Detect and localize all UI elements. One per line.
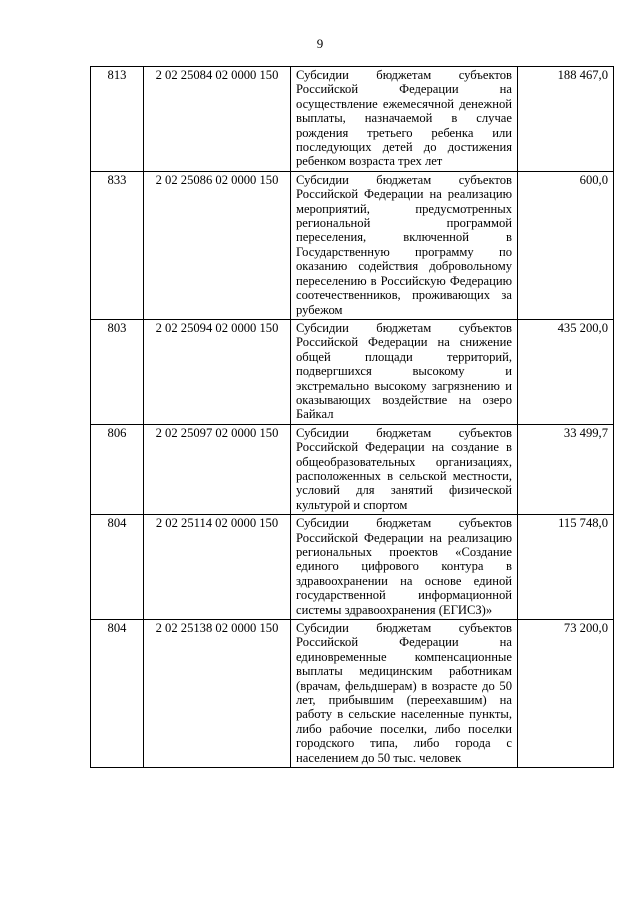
table-row — [91, 515, 614, 620]
budget-classification-code-cell: 2 02 25084 02 0000 150 — [144, 67, 291, 172]
amount-cell: 73 200,0 — [518, 620, 614, 768]
page-number: 9 — [316, 36, 324, 51]
revenue-name-cell: Субсидии бюджетам субъектов Российской Федерации на создание в общеобразовательных организациях, расположенных в сельской местности, условий для занятий физической культурой и спортом — [291, 424, 518, 514]
admin-code-cell: 806 — [91, 424, 144, 514]
table-row — [91, 171, 614, 319]
amount-cell: 188 467,0 — [518, 67, 614, 172]
amount-cell: 115 748,0 — [518, 515, 614, 620]
revenue-name-cell: Субсидии бюджетам субъектов Российской Федерации на единовременные компенсационные выплаты медицинским работникам (врачам, фельдшерам) в возрасте до 50 лет, прибывшим (переехавшим) на работу в сельские населенные пункты, либо рабочие поселки, либо поселки городского типа, либо города с населением до 50 тыс. человек — [291, 620, 518, 768]
admin-code-cell: 813 — [91, 67, 144, 172]
table-row — [91, 620, 614, 768]
budget-classification-code-cell: 2 02 25094 02 0000 150 — [144, 319, 291, 424]
revenue-name-cell: Субсидии бюджетам субъектов Российской Федерации на реализацию региональных проектов «Создание единого цифрового контура в здравоохранении на основе единой государственной информационной системы здравоохранения (ЕГИСЗ)» — [291, 515, 518, 620]
amount-cell: 435 200,0 — [518, 319, 614, 424]
admin-code-cell: 804 — [91, 620, 144, 768]
budget-classification-code-cell: 2 02 25114 02 0000 150 — [144, 515, 291, 620]
amount-cell: 600,0 — [518, 171, 614, 319]
table-row — [91, 319, 614, 424]
amount-cell: 33 499,7 — [518, 424, 614, 514]
revenue-name-cell: Субсидии бюджетам субъектов Российской Федерации на снижение общей площади территорий, подвергшихся высокому и экстремально высокому загрязнению и оказывающих воздействие на озеро Байкал — [291, 319, 518, 424]
revenue-name-cell: Субсидии бюджетам субъектов Российской Федерации на осуществление ежемесячной денежной выплаты, назначаемой в случае рождения третьего ребенка или последующих детей до достижения ребенком возраста трех лет — [291, 67, 518, 172]
admin-code-cell: 804 — [91, 515, 144, 620]
budget-classification-code-cell: 2 02 25138 02 0000 150 — [144, 620, 291, 768]
revenue-name-cell: Субсидии бюджетам субъектов Российской Федерации на реализацию мероприятий, предусмотренных региональной программой переселения, включенной в Государственную программу по оказанию содействия добровольному переселению в Российскую Федерацию соотечественников, проживающих за рубежом — [291, 171, 518, 319]
budget-classification-code-cell: 2 02 25097 02 0000 150 — [144, 424, 291, 514]
admin-code-cell: 833 — [91, 171, 144, 319]
table-row — [91, 67, 614, 172]
admin-code-cell: 803 — [91, 319, 144, 424]
budget-classification-code-cell: 2 02 25086 02 0000 150 — [144, 171, 291, 319]
budget-revenue-table — [90, 66, 614, 768]
table-row — [91, 424, 614, 514]
